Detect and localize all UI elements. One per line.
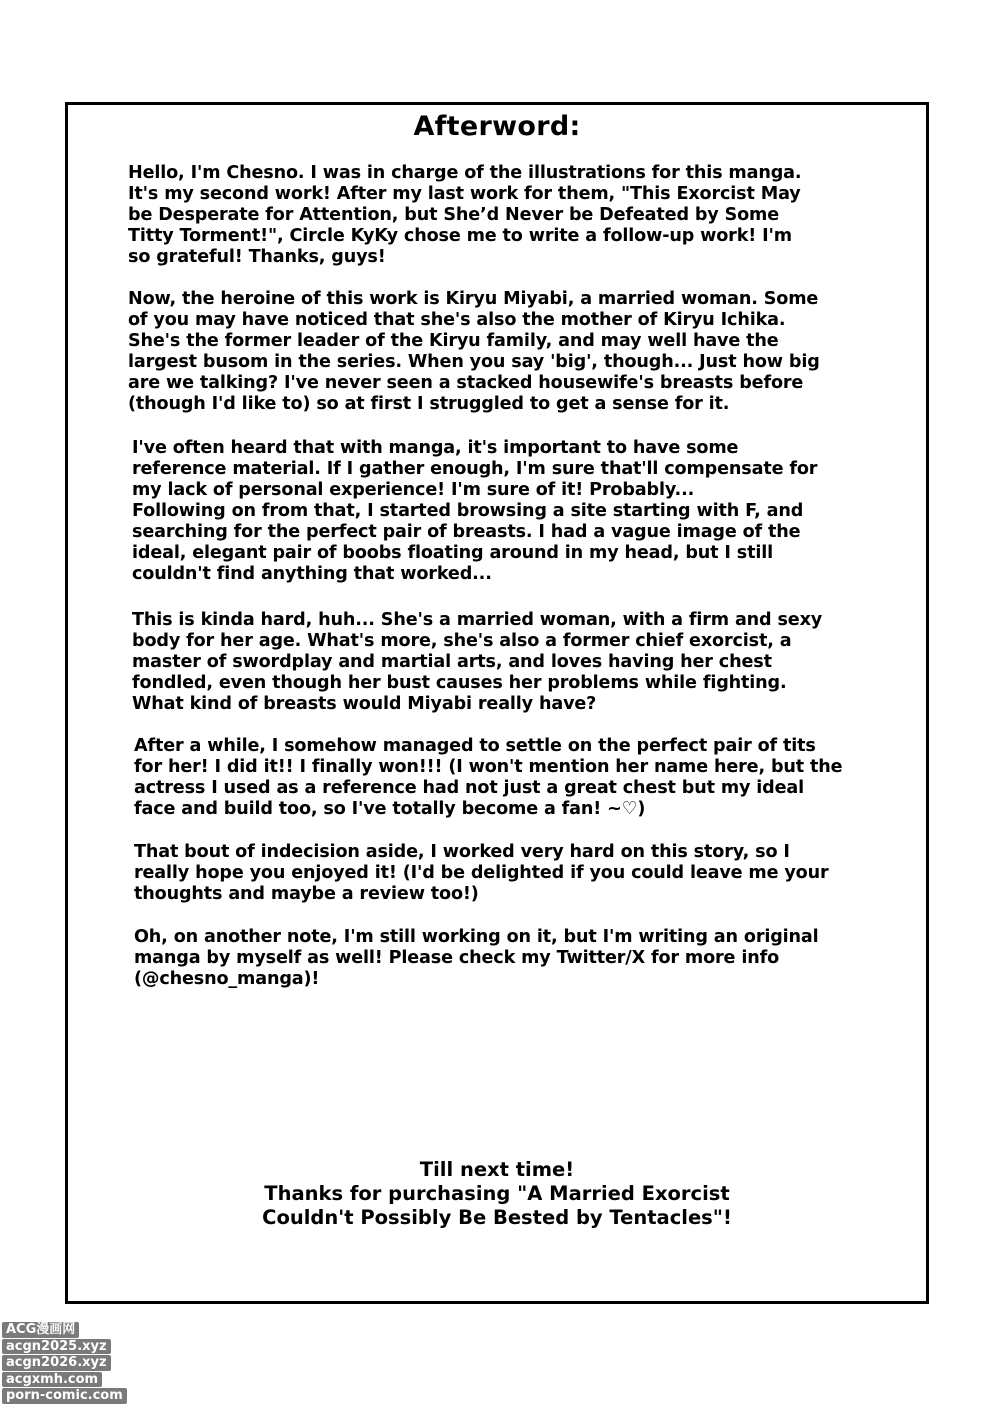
page-title: Afterword:: [413, 111, 581, 142]
closing-message: Till next time! Thanks for purchasing "A Married Exorcist Couldn't Possibly Be Bested by Tentacles"!: [262, 1158, 732, 1229]
afterword-frame: [65, 102, 929, 1304]
paragraph-heroine: Now, the heroine of this work is Kiryu Miyabi, a married woman. Some of you may have noticed that she's also the mother of Kiryu Ichika. She's the former leader of the Kiryu family, and may well have the largest busom in the series. When you say 'big', though... Just how big are we talking? I've never seen a stacked housewife's breasts before (though I'd like to) so at first I struggled to get a sense for it.: [128, 289, 820, 414]
paragraph-reference: I've often heard that with manga, it's important to have some reference material. If I gather enough, I'm sure that'll compensate for my lack of personal experience! I'm sure of it! Probably... Following on from that, I started browsing a site starting with F, and searching for the perfect pair of breasts. I had a vague image of the ideal, elegant pair of boobs floating around in my head, but I still couldn't find anything that worked...: [132, 438, 818, 584]
paragraph-thanks: That bout of indecision aside, I worked very hard on this story, so I really hope you enjoyed it! (I'd be delighted if you could leave me your thoughts and maybe a review too!): [134, 842, 829, 904]
watermark-line: ACG漫画网: [2, 1322, 79, 1338]
paragraph-original-manga: Oh, on another note, I'm still working on it, but I'm writing an original manga by myself as well! Please check my Twitter/X for more info (@chesno_manga)!: [134, 927, 819, 989]
paragraph-success: After a while, I somehow managed to settle on the perfect pair of tits for her! I did it!! I finally won!!! (I won't mention her name here, but the actress I used as a reference had not just a great chest but my ideal face and build too, so I've totally become a fan! ~♡): [134, 736, 843, 819]
watermark-line: acgxmh.com: [2, 1372, 102, 1388]
watermark: [2, 1322, 130, 1405]
watermark-line: porn-comic.com: [2, 1388, 127, 1404]
paragraph-struggle: This is kinda hard, huh... She's a married woman, with a firm and sexy body for her age. What's more, she's also a former chief exorcist, a master of swordplay and martial arts, and loves having her chest fondled, even though her bust causes her problems while fighting. What kind of breasts would Miyabi really have?: [132, 610, 823, 714]
watermark-line: acgn2026.xyz: [2, 1355, 111, 1371]
paragraph-intro: Hello, I'm Chesno. I was in charge of the illustrations for this manga. It's my second work! After my last work for them, "This Exorcist May be Desperate for Attention, but She’d Never be Defeated by Some Titty Torment!", Circle KyKy chose me to write a follow-up work! I'm so grateful! Thanks, guys!: [128, 163, 802, 267]
watermark-line: acgn2025.xyz: [2, 1339, 111, 1355]
